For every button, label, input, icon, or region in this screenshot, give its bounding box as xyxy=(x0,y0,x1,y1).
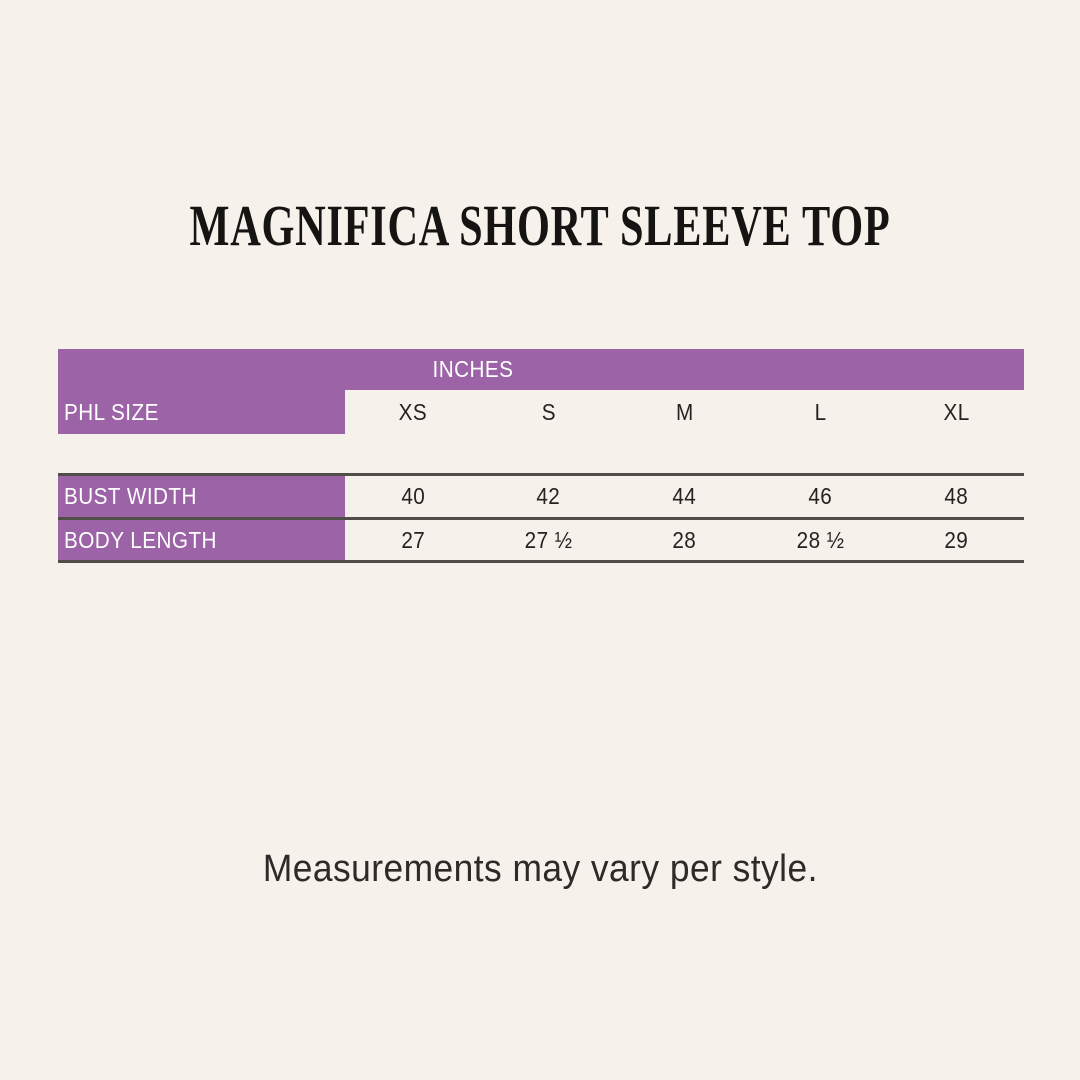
row-label: BUST WIDTH xyxy=(64,483,197,509)
cell-value: 29 xyxy=(944,526,969,553)
size-column-header-s xyxy=(481,390,617,434)
cell-value: 48 xyxy=(944,483,969,509)
table-cell xyxy=(752,476,888,517)
table-cell xyxy=(481,476,617,517)
size-header-row xyxy=(58,390,1024,434)
disclaimer-text: Measurements may vary per style. xyxy=(262,848,818,890)
row-header-label: PHL SIZE xyxy=(64,398,159,425)
cell-value: 40 xyxy=(400,483,425,509)
unit-header-bar xyxy=(58,349,1024,390)
table-cell xyxy=(345,520,481,560)
table-cell xyxy=(617,520,753,560)
cell-value: 46 xyxy=(808,483,833,509)
cell-value: 28 ½ xyxy=(796,526,845,553)
cell-value: 27 xyxy=(400,526,425,553)
row-label-cell xyxy=(58,476,345,517)
size-column-header-m xyxy=(617,390,753,434)
table-cell xyxy=(888,520,1024,560)
size-table xyxy=(58,349,1024,563)
size-label: XS xyxy=(398,398,428,425)
row-label-cell xyxy=(58,520,345,560)
table-cell xyxy=(481,520,617,560)
unit-header-label: INCHES xyxy=(432,356,514,382)
size-column-header-xs xyxy=(345,390,481,434)
size-column-header-l xyxy=(752,390,888,434)
size-label: S xyxy=(541,398,556,425)
table-spacer xyxy=(58,434,1024,473)
size-label: M xyxy=(675,398,694,425)
table-cell xyxy=(888,476,1024,517)
cell-value: 42 xyxy=(536,483,561,509)
divider-line xyxy=(58,560,1024,563)
size-column-header-xl xyxy=(888,390,1024,434)
disclaimer-note xyxy=(0,848,1080,891)
size-label: XL xyxy=(942,398,970,425)
cell-value: 44 xyxy=(672,483,697,509)
table-cell xyxy=(617,476,753,517)
product-title: MAGNIFICA SHORT SLEEVE TOP xyxy=(189,193,891,258)
table-row-bust-width xyxy=(58,476,1024,517)
table-row-body-length xyxy=(58,520,1024,560)
table-cell xyxy=(345,476,481,517)
size-label: L xyxy=(814,398,827,425)
row-header-cell xyxy=(58,390,345,434)
cell-value: 27 ½ xyxy=(524,526,573,553)
row-label: BODY LENGTH xyxy=(64,526,217,553)
table-cell xyxy=(752,520,888,560)
cell-value: 28 xyxy=(672,526,697,553)
